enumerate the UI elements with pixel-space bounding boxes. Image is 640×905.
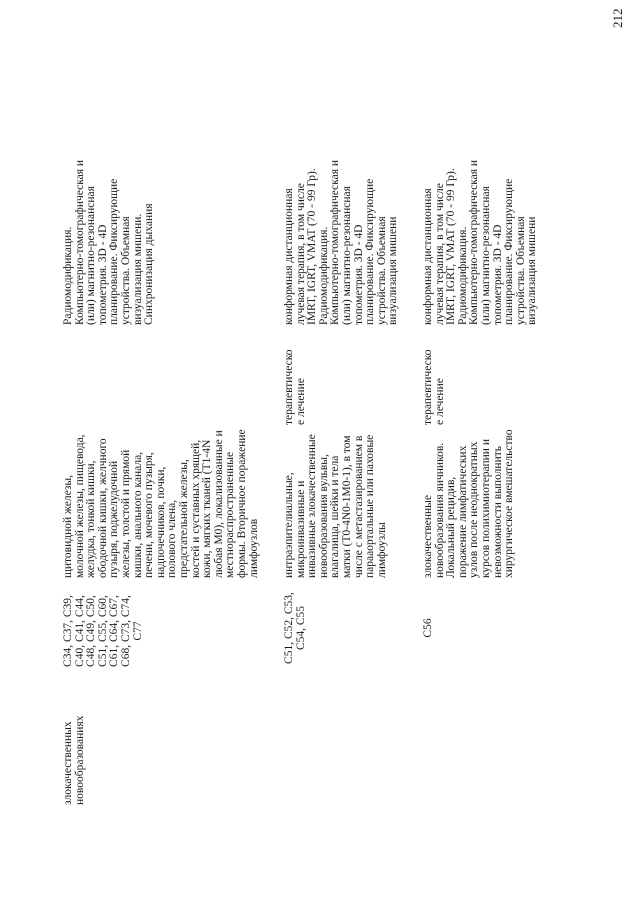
method-line: конформная дистанционная (283, 188, 295, 325)
icd-line: C61, C64, C67, (108, 595, 121, 667)
method-line: лучевая терапия, в том числе (433, 183, 446, 325)
row-3-treatment (423, 350, 446, 425)
method-line: IMRT, IGRT, VMAT (70 - 99 Гр). (445, 168, 458, 325)
description-line: лимфоузлов (247, 518, 260, 578)
row-1-description (63, 429, 260, 578)
method-line: топометрия. 3D - 4D (352, 224, 365, 325)
description-line: ободочной кишки, желчного (96, 438, 109, 578)
description-line: местнораспространенные (224, 451, 237, 578)
description-line: невозможности выполнить (491, 445, 504, 578)
row-1-category (63, 716, 86, 805)
description-line: числе с метастазированием в (352, 435, 365, 578)
icd-line: C56 (422, 618, 434, 638)
method-line: Компьютерно-томографическая и (329, 159, 342, 325)
row-1-icd-codes (63, 586, 144, 676)
method-line: (или) магнитно-резонансная (85, 186, 98, 325)
row-2-icd-codes (284, 583, 307, 673)
description-line: матки (T0-4N0-1M0-1), в том (340, 435, 353, 578)
description-line: микроинвазивные и (294, 480, 307, 578)
method-line: Радиомодификация. (62, 226, 74, 325)
description-line: кишки, анального канала, (131, 451, 144, 578)
description-line: курсов полихимиотерапии и (479, 439, 492, 578)
icd-line: C51, C52, C53, (283, 592, 295, 664)
description-line: пузыря, поджелудочной (108, 460, 121, 578)
method-line: IMRT, IGRT, VMAT (70 - 99 Гр). (306, 168, 319, 325)
method-line: устройства. Объемная (514, 216, 527, 325)
description-line: новообразования яичников. (433, 442, 446, 578)
row-2-treatment (284, 350, 307, 425)
description-line: инвазивные злокачественные (306, 434, 319, 578)
row-2-method (284, 160, 400, 325)
treatment-line: терапевтическо (283, 349, 295, 425)
icd-line: C51, C55, C60, (96, 595, 109, 667)
method-line: топометрия. 3D - 4D (96, 224, 109, 325)
description-line: костей и суставных хрящей, (189, 439, 202, 578)
description-line: молочной железы, пищевода, (73, 434, 86, 578)
description-line: новообразования вульвы, (317, 454, 330, 578)
method-line: планирование. Фиксирующие (108, 178, 121, 325)
description-line: Локальный рецидив, (445, 476, 458, 578)
category-line: новообразованиях (73, 715, 86, 805)
description-line: щитовидной железы, (62, 474, 74, 578)
description-line: злокачественные (422, 495, 434, 578)
row-2-description (284, 434, 388, 578)
description-line: парааортальные или паховые (364, 434, 377, 578)
icd-line: C40, C41, C44, (73, 595, 86, 667)
row-3-description (423, 429, 516, 578)
method-line: визуализация мишени (526, 216, 539, 325)
treatment-line: е лечение (294, 378, 307, 425)
row-3-method (423, 160, 539, 325)
description-line: влагалища, шейки и тела (329, 455, 342, 578)
row-3-icd-codes (423, 583, 435, 673)
method-line: Радиомодификация. (317, 226, 330, 325)
icd-line: C54, C55 (294, 605, 307, 651)
description-line: желудка, тонкой кишки, (85, 460, 98, 578)
description-line: хирургическое вмешательство (503, 429, 516, 578)
description-line: формы. Вторичное поражение (235, 429, 248, 578)
icd-line: C34, C37, C39, (62, 595, 74, 667)
method-line: (или) магнитно-резонансная (479, 186, 492, 325)
method-line: визуализация мишени. (131, 213, 144, 325)
description-line: кожи, мягких тканей (T1-4N (201, 439, 214, 578)
treatment-line: терапевтическо (422, 349, 434, 425)
description-line: надпочечников, почки, (154, 466, 167, 578)
method-line: лучевая терапия, в том числе (294, 183, 307, 325)
treatment-line: е лечение (433, 378, 446, 425)
method-line: Синхронизация дыхания (143, 203, 156, 325)
method-line: конформная дистанционная (422, 188, 434, 325)
description-line: узлов после неоднократных (468, 441, 481, 578)
method-line: визуализация мишени (387, 216, 400, 325)
description-line: лимфоузлы (375, 522, 388, 578)
method-line: Компьютерно-томографическая и (73, 159, 86, 325)
method-line: устройства. Объемная (119, 216, 132, 325)
description-line: интраэпителиальные, (283, 472, 295, 578)
description-line: любая M0), локализованные и (212, 430, 225, 578)
icd-line: C48, C49, C50, (85, 595, 98, 667)
row-1-method (63, 160, 156, 325)
method-line: планирование. Фиксирующие (364, 178, 377, 325)
category-line: злокачественных (62, 721, 74, 805)
method-line: (или) магнитно-резонансная (340, 186, 353, 325)
method-line: устройства. Объемная (375, 216, 388, 325)
description-line: печени, мочевого пузыря, (143, 452, 156, 578)
description-line: предстательной железы, (177, 459, 190, 578)
description-line: полового члена, (166, 499, 179, 578)
method-line: планирование. Фиксирующие (503, 178, 516, 325)
description-line: поражение лимфатических (456, 445, 469, 578)
icd-line: C77 (131, 621, 144, 641)
icd-line: C68, C73, C74, (119, 595, 132, 667)
method-line: Радиомодификация. (456, 226, 469, 325)
page-number: 212 (610, 8, 625, 28)
method-line: топометрия. 3D - 4D (491, 224, 504, 325)
method-line: Компьютерно-томографическая и (468, 159, 481, 325)
description-line: железы, толстой и прямой (119, 449, 132, 578)
